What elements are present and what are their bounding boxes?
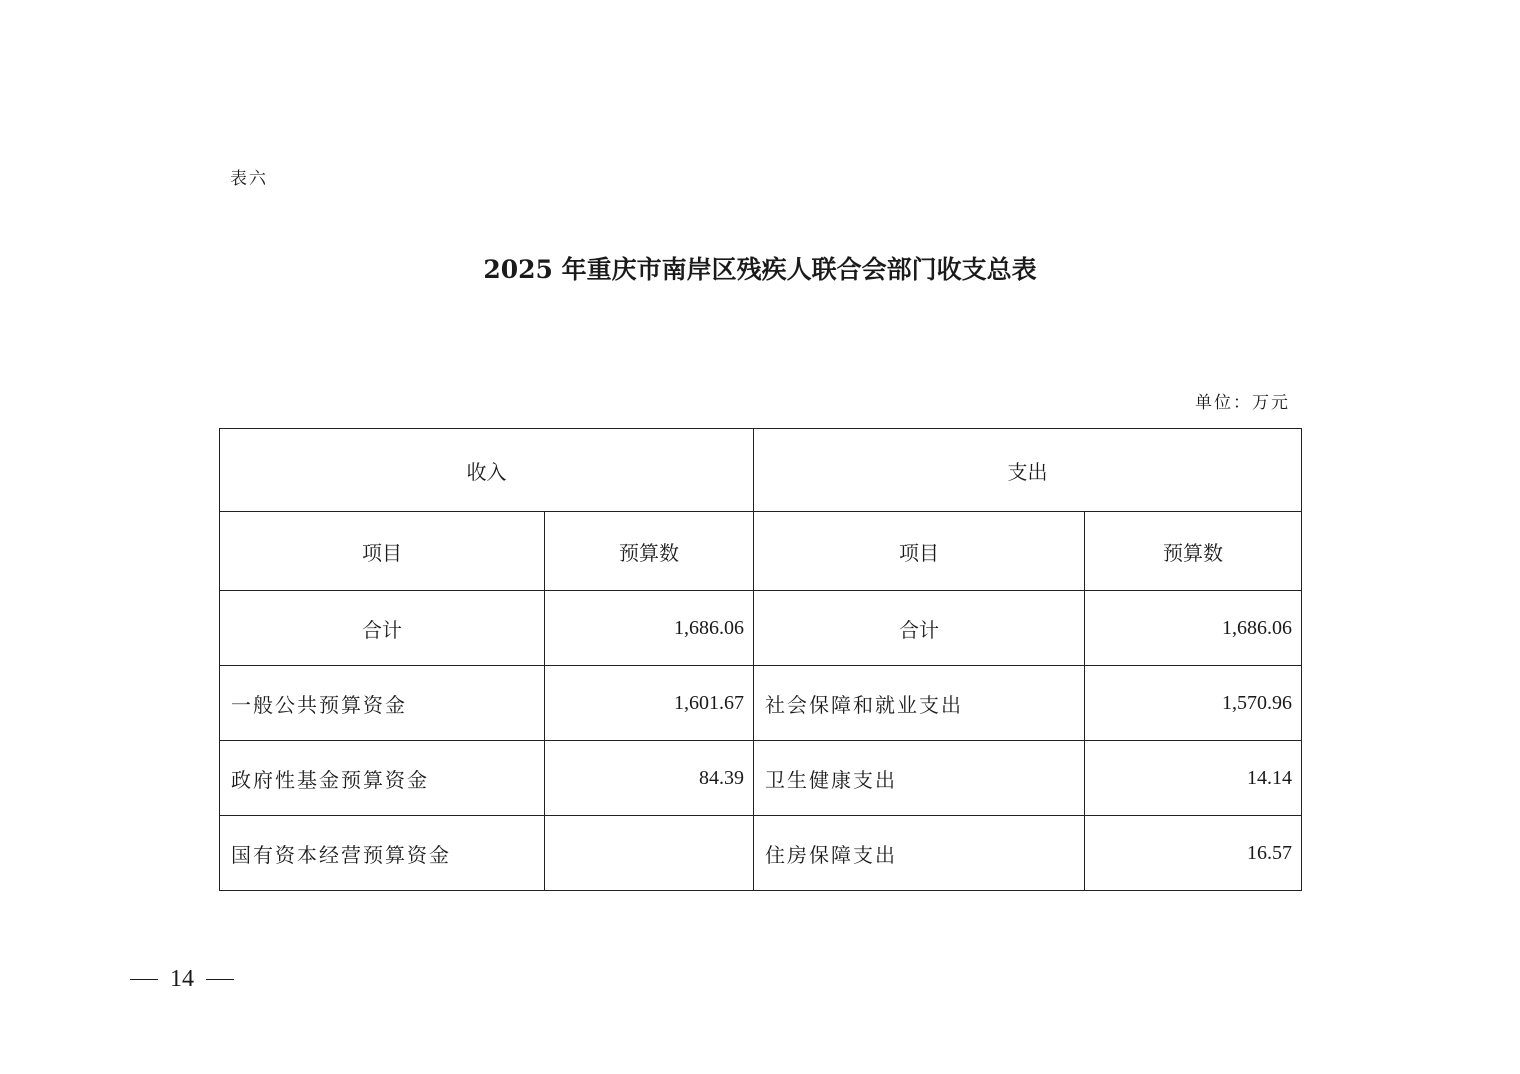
expense-amount-cell: 14.14 (1085, 741, 1302, 816)
expense-item-header: 项目 (754, 512, 1085, 591)
unit-note: 单位：万元 (1195, 393, 1290, 413)
page-number-value: 14 (170, 966, 194, 992)
income-item-cell: 政府性基金预算资金 (220, 741, 545, 816)
expense-item-cell: 合计 (754, 591, 1085, 666)
expense-item-cell: 社会保障和就业支出 (754, 666, 1085, 741)
document-title: 2025 年重庆市南岸区残疾人联合会部门收支总表 (483, 255, 1037, 284)
section-header-row (220, 429, 1302, 512)
expense-item-cell: 住房保障支出 (754, 816, 1085, 891)
income-item-cell: 国有资本经营预算资金 (220, 816, 545, 891)
expense-budget-header: 预算数 (1085, 512, 1302, 591)
income-budget-header: 预算数 (545, 512, 754, 591)
income-item-header: 项目 (220, 512, 545, 591)
column-header-row (220, 512, 1302, 591)
dash-right (206, 979, 234, 980)
income-amount-cell: 1,601.67 (545, 666, 754, 741)
expense-section-header: 支出 (754, 429, 1302, 512)
expense-item-cell: 卫生健康支出 (754, 741, 1085, 816)
income-amount-cell: 1,686.06 (545, 591, 754, 666)
total-row (220, 591, 1302, 666)
expense-amount-cell: 16.57 (1085, 816, 1302, 891)
expense-amount-cell: 1,570.96 (1085, 666, 1302, 741)
expense-amount-cell: 1,686.06 (1085, 591, 1302, 666)
table-row (220, 666, 1302, 741)
budget-summary-table (219, 428, 1302, 891)
income-item-cell: 合计 (220, 591, 545, 666)
income-item-cell: 一般公共预算资金 (220, 666, 545, 741)
income-section-header: 收入 (220, 429, 754, 512)
table-row (220, 816, 1302, 891)
table-row (220, 741, 1302, 816)
table-label: 表六 (230, 169, 268, 189)
income-amount-cell: 84.39 (545, 741, 754, 816)
dash-left (130, 979, 158, 980)
income-amount-cell (545, 816, 754, 891)
page-number (130, 966, 234, 993)
